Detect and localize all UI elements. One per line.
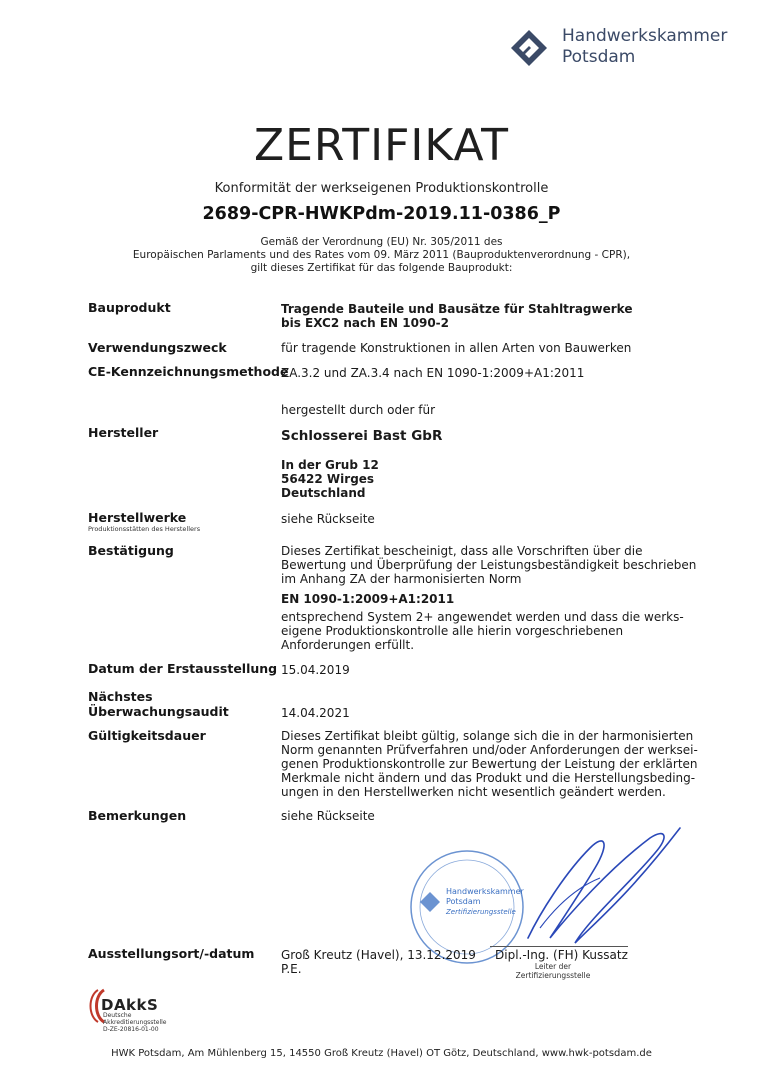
bestaetigung-line: im Anhang ZA der harmonisierten Norm [281, 572, 522, 586]
hergestellt-text: hergestellt durch oder für [281, 403, 436, 417]
label-ueberwachung-line2: Überwachungsaudit [88, 704, 229, 719]
regulation-line: Europäischen Parlaments und des Rates vom 09. März 2011 (Bauproduktenverordnung - CPR), [132, 249, 631, 261]
regulation-line: gilt dieses Zertifikat für das folgende Bauprodukt: [250, 262, 513, 274]
bestaetigung-norm: EN 1090-1:2009+A1:2011 [281, 592, 455, 606]
document-title: ZERTIFIKAT [253, 120, 510, 171]
bauprodukt-line: Tragende Bauteile und Bausätze für Stahltragwerke [281, 302, 633, 316]
bestaetigung-line: Dieses Zertifikat bescheinigt, dass alle Vorschriften über die [281, 544, 643, 558]
org-name-line2: Potsdam [562, 47, 636, 67]
label-erstausstellung: Datum der Erstausstellung [88, 661, 278, 676]
label-ueberwachung-line1: Nächstes [88, 689, 153, 704]
signatory-role-line2: Zertifizierungsstelle [515, 971, 591, 980]
dakks-line3: D-ZE-20816-01-00 [103, 1026, 159, 1033]
dakks-details [103, 1012, 166, 1033]
label-verwendungszweck: Verwendungszweck [88, 340, 227, 355]
address-line: 56422 Wirges [281, 472, 375, 486]
value-ausstellung: Groß Kreutz (Havel), 13.12.2019 [281, 948, 476, 962]
dakks-line1: Deutsche [103, 1012, 132, 1019]
label-herstellwerke-sub: Produktionsstätten des Herstellers [88, 525, 201, 533]
value-bemerkungen: siehe Rückseite [281, 809, 375, 823]
dakks-name: DAkkS [101, 996, 159, 1014]
stamp-text-line1: Handwerkskammer [446, 887, 524, 896]
regulation-line: Gemäß der Verordnung (EU) Nr. 305/2011 des [260, 236, 503, 248]
signatory-name: Dipl.-Ing. (FH) Kussatz [495, 948, 628, 962]
label-herstellwerke: Herstellwerke [88, 510, 187, 525]
signatory-role [508, 962, 598, 980]
bestaetigung-line: Bewertung und Überprüfung der Leistungsbeständigkeit beschrieben [281, 558, 697, 572]
label-bestaetigung: Bestätigung [88, 543, 174, 558]
gueltigkeit-line: Merkmale nicht ändern und das Produkt und die Herstellungsbeding- [281, 771, 696, 785]
value-herstellwerke: siehe Rückseite [281, 512, 375, 526]
label-bauprodukt: Bauprodukt [88, 300, 171, 315]
label-gueltigkeit: Gültigkeitsdauer [88, 728, 206, 743]
value-pe: P.E. [281, 962, 302, 976]
bestaetigung-line: eigene Produktionskontrolle alle hierin vorgeschriebenen [281, 624, 624, 638]
certificate-number: 2689-CPR-HWKPdm-2019.11-0386_P [202, 204, 561, 224]
value-bauprodukt [281, 302, 632, 330]
signature-line [490, 946, 628, 947]
manufacturer-address [281, 458, 379, 500]
document-subtitle: Konformität der werkseigenen Produktionskontrolle [214, 181, 549, 196]
label-hersteller: Hersteller [88, 425, 159, 440]
organization-name [562, 26, 727, 68]
address-line: In der Grub 12 [281, 458, 379, 472]
value-ce-kennzeichnung: ZA.3.2 und ZA.3.4 nach EN 1090-1:2009+A1:2011 [281, 366, 585, 380]
signatory-role-line1: Leiter der [534, 962, 572, 971]
value-verwendungszweck: für tragende Konstruktionen in allen Arten von Bauwerken [281, 341, 632, 355]
value-ueberwachung: 14.04.2021 [281, 706, 350, 720]
stamp-text-line2: Potsdam [446, 897, 481, 906]
dakks-line2: Akkreditierungsstelle [103, 1019, 167, 1026]
address-line: Deutschland [281, 486, 366, 500]
signature [480, 818, 685, 958]
bestaetigung-para1 [281, 544, 696, 586]
value-gueltigkeit [281, 729, 698, 799]
hwk-logo-icon [511, 30, 547, 66]
label-ce-kennzeichnung: CE-Kennzeichnungsmethode [88, 364, 289, 379]
footer-address: HWK Potsdam, Am Mühlenberg 15, 14550 Groß Kreutz (Havel) OT Götz, Deutschland, www.hwk-potsdam.de [111, 1048, 652, 1059]
bestaetigung-line: entsprechend System 2+ angewendet werden und dass die werks- [281, 610, 684, 624]
bestaetigung-line: Anforderungen erfüllt. [281, 638, 415, 652]
bestaetigung-para2 [281, 610, 684, 652]
label-ausstellung: Ausstellungsort/-datum [88, 946, 255, 961]
gueltigkeit-line: Dieses Zertifikat bleibt gültig, solange sich die in der harmonisierten [281, 729, 694, 743]
org-name-line1: Handwerkskammer [562, 26, 728, 46]
value-erstausstellung: 15.04.2019 [281, 663, 350, 677]
stamp-text-line3: Zertifizierungsstelle [446, 908, 516, 916]
manufacturer-name: Schlosserei Bast GbR [281, 428, 443, 444]
gueltigkeit-line: Norm genannten Prüfverfahren und/oder Anforderungen der werksei- [281, 743, 698, 757]
label-bemerkungen: Bemerkungen [88, 808, 187, 823]
bauprodukt-line: bis EXC2 nach EN 1090-2 [281, 316, 449, 330]
stamp-logo-icon [420, 892, 440, 912]
regulation-text [120, 236, 643, 275]
gueltigkeit-line: ungen in den Herstellwerken nicht wesentlich geändert werden. [281, 785, 666, 799]
gueltigkeit-line: genen Produktionskontrolle zur Bewertung der Leistung der erklärten [281, 757, 698, 771]
